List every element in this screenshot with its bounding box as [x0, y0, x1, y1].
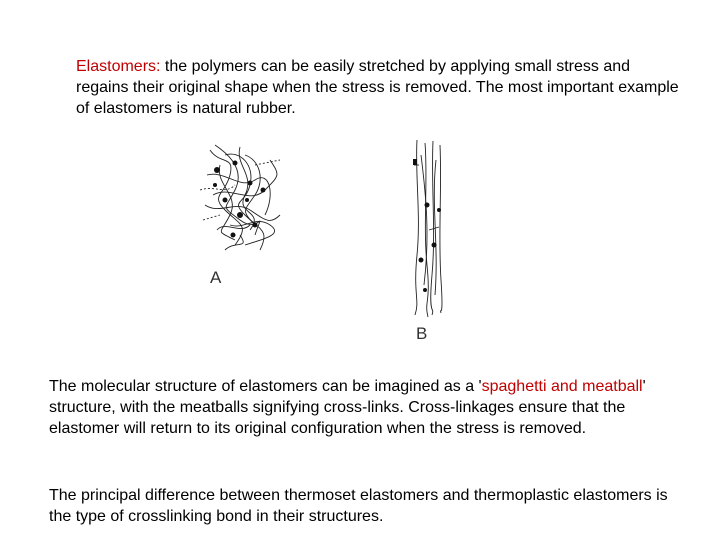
- label-b: B: [416, 324, 428, 343]
- elastomers-term: Elastomers:: [76, 58, 161, 75]
- spaghetti-meatball-highlight: spaghetti and meatball: [481, 378, 643, 395]
- structure-text-after: ' structure, with the meatballs signifying cross-links. Cross-linkages ensure that the elastomer will return to its original configuration when the stress is removed.: [49, 378, 646, 437]
- difference-paragraph: The principal difference between thermoset elastomers and thermoplastic elastomers is the type of crosslinking bond in their structures.: [49, 487, 668, 525]
- structure-text-before: The molecular structure of elastomers can be imagined as a ': [49, 378, 482, 395]
- intro-text: the polymers can be easily stretched by applying small stress and regains their original shape when the stress is removed. The most important example of elastomers is natural rubber.: [76, 58, 679, 117]
- intro-paragraph: [76, 56, 686, 119]
- tangled-network-a: [200, 145, 280, 250]
- polymer-chain-figure: [195, 135, 455, 350]
- structure-paragraph: [49, 376, 669, 439]
- stretched-chains-b: [414, 140, 442, 317]
- polymer-chain-illustration: [195, 135, 455, 350]
- label-a: A: [210, 268, 222, 287]
